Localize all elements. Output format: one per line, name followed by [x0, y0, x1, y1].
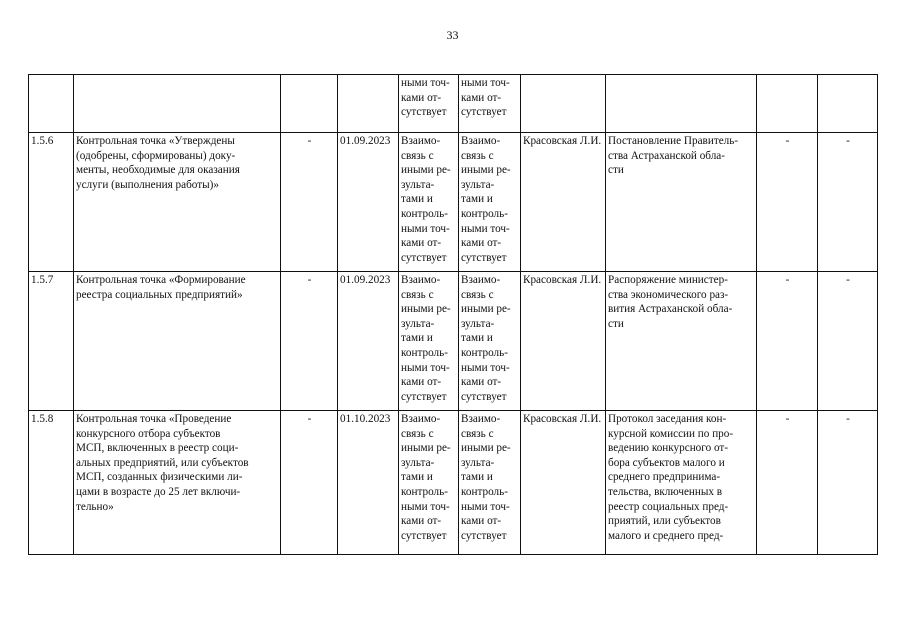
- cell-line: Контрольная точка «Проведение: [76, 413, 232, 425]
- cell-line: ными точ-: [401, 500, 450, 513]
- cell-line: контроль-: [401, 485, 448, 498]
- relation-cell: [399, 411, 459, 555]
- document-type-cell: [606, 272, 757, 411]
- cell-line: ками от-: [401, 376, 442, 389]
- table-row: [29, 272, 878, 411]
- cell-line: ными точ-: [401, 222, 450, 235]
- cell-line: среднего предпринима-: [608, 471, 721, 484]
- cell-line: тами и: [401, 471, 433, 484]
- document-type-cell: [606, 75, 757, 133]
- cell-line: бора субъектов малого и: [608, 456, 725, 469]
- cell-line: зульта-: [461, 456, 495, 469]
- info-system-cell: -: [757, 133, 818, 272]
- info-system-cell: -: [757, 411, 818, 555]
- cell-line: реестр социальных пред-: [608, 500, 729, 513]
- cell-line: МСП, созданных физическими ли-: [76, 471, 243, 484]
- cell-line: связь с: [461, 427, 494, 440]
- relation-cell: [399, 75, 459, 133]
- cell-line: иными ре-: [461, 303, 511, 316]
- cell-line: Протокол заседания кон-: [608, 413, 727, 425]
- cell-line: иными ре-: [401, 303, 451, 316]
- relation-cell: [459, 75, 521, 133]
- cell-line: тельно»: [76, 500, 114, 513]
- cell-line: связь с: [461, 288, 494, 301]
- cell-line: контроль-: [461, 346, 508, 359]
- cell-line: ками от-: [401, 237, 442, 250]
- relation-cell: [459, 272, 521, 411]
- row-number-cell: [29, 75, 74, 133]
- cell-line: ными точ-: [401, 77, 450, 89]
- cell-line: Взаимо-: [461, 274, 501, 286]
- control-point-name-cell: [74, 133, 281, 272]
- cell-line: конкурсного отбора субъектов: [76, 427, 221, 440]
- row-number-cell: 1.5.6: [29, 133, 74, 272]
- cell-line: вития Астраханской обла-: [608, 303, 733, 316]
- cell-line: менты, необходимые для оказания: [76, 164, 240, 177]
- deadline-date-cell: 01.10.2023: [338, 411, 399, 555]
- notes-cell: -: [818, 133, 878, 272]
- cell-line: сутствует: [461, 106, 507, 119]
- cell-line: тами и: [461, 193, 493, 206]
- table-row: [29, 411, 878, 555]
- base-value-cell: -: [281, 133, 338, 272]
- cell-line: сутствует: [401, 390, 447, 403]
- cell-line: ства Астраханской обла-: [608, 149, 725, 162]
- cell-line: зульта-: [401, 317, 435, 330]
- cell-line: связь с: [461, 149, 494, 162]
- cell-line: тами и: [461, 332, 493, 345]
- cell-line: связь с: [401, 427, 434, 440]
- cell-line: зульта-: [401, 456, 435, 469]
- cell-line: зульта-: [461, 317, 495, 330]
- cell-line: Взаимо-: [401, 274, 441, 286]
- page-number: 33: [446, 28, 459, 42]
- info-system-cell: [757, 75, 818, 133]
- cell-line: сутствует: [401, 251, 447, 264]
- row-number-cell: 1.5.7: [29, 272, 74, 411]
- cell-line: тами и: [401, 332, 433, 345]
- cell-line: ками от-: [461, 376, 502, 389]
- control-point-name-cell: [74, 75, 281, 133]
- notes-cell: [818, 75, 878, 133]
- cell-line: сутствует: [461, 251, 507, 264]
- cell-line: Взаимо-: [401, 413, 441, 425]
- deadline-date-cell: 01.09.2023: [338, 133, 399, 272]
- cell-line: контроль-: [461, 207, 508, 220]
- relation-cell: [399, 272, 459, 411]
- info-system-cell: -: [757, 272, 818, 411]
- control-point-name-cell: [74, 411, 281, 555]
- cell-line: цами в возрасте до 25 лет включи-: [76, 485, 241, 498]
- notes-cell: -: [818, 272, 878, 411]
- cell-line: ными точ-: [461, 222, 510, 235]
- deadline-date-cell: [338, 75, 399, 133]
- cell-line: иными ре-: [401, 164, 451, 177]
- cell-line: зульта-: [461, 178, 495, 191]
- relation-cell: [459, 133, 521, 272]
- base-value-cell: [281, 75, 338, 133]
- cell-line: малого и среднего пред-: [608, 529, 724, 542]
- cell-line: курсной комиссии по про-: [608, 427, 734, 440]
- cell-line: контроль-: [461, 485, 508, 498]
- row-number-cell: 1.5.8: [29, 411, 74, 555]
- cell-line: услуги (выполнения работы)»: [76, 178, 219, 191]
- cell-line: ными точ-: [401, 361, 450, 374]
- cell-line: связь с: [401, 288, 434, 301]
- document-type-cell: [606, 411, 757, 555]
- table-row: [29, 133, 878, 272]
- cell-line: сти: [608, 164, 624, 177]
- cell-line: ными точ-: [461, 361, 510, 374]
- table-body: [29, 75, 878, 555]
- relation-cell: [399, 133, 459, 272]
- cell-line: ными точ-: [461, 500, 510, 513]
- cell-line: Распоряжение министер-: [608, 274, 728, 286]
- cell-line: ками от-: [461, 515, 502, 528]
- control-points-table: [28, 74, 878, 555]
- cell-line: реестра социальных предприятий»: [76, 288, 243, 301]
- cell-line: тами и: [401, 193, 433, 206]
- document-type-cell: [606, 133, 757, 272]
- table-row: [29, 75, 878, 133]
- cell-line: сутствует: [401, 529, 447, 542]
- cell-line: Контрольная точка «Утверждены: [76, 135, 235, 147]
- cell-line: связь с: [401, 149, 434, 162]
- cell-line: зульта-: [401, 178, 435, 191]
- responsible-person-cell: [521, 75, 606, 133]
- cell-line: иными ре-: [401, 442, 451, 455]
- cell-line: иными ре-: [461, 164, 511, 177]
- cell-line: Взаимо-: [461, 413, 501, 425]
- cell-line: иными ре-: [461, 442, 511, 455]
- cell-line: тами и: [461, 471, 493, 484]
- cell-line: ведению конкурсного от-: [608, 442, 729, 455]
- cell-line: ками от-: [401, 91, 442, 104]
- cell-line: тельства, включенных в: [608, 485, 723, 498]
- cell-line: МСП, включенных в реестр соци-: [76, 442, 239, 455]
- notes-cell: -: [818, 411, 878, 555]
- cell-line: ками от-: [461, 91, 502, 104]
- cell-line: сутствует: [461, 390, 507, 403]
- cell-line: ства экономического раз-: [608, 288, 729, 301]
- cell-line: ками от-: [461, 237, 502, 250]
- deadline-date-cell: 01.09.2023: [338, 272, 399, 411]
- responsible-person-cell: Красовская Л.И.: [521, 272, 606, 411]
- cell-line: альных предприятий, или субъектов: [76, 456, 249, 469]
- cell-line: Взаимо-: [461, 135, 501, 147]
- cell-line: Контрольная точка «Формирование: [76, 274, 246, 286]
- control-point-name-cell: [74, 272, 281, 411]
- cell-line: контроль-: [401, 346, 448, 359]
- cell-line: сутствует: [461, 529, 507, 542]
- cell-line: сутствует: [401, 106, 447, 119]
- responsible-person-cell: Красовская Л.И.: [521, 411, 606, 555]
- relation-cell: [459, 411, 521, 555]
- cell-line: приятий, или субъектов: [608, 515, 721, 528]
- cell-line: Постановление Правитель-: [608, 135, 739, 147]
- cell-line: контроль-: [401, 207, 448, 220]
- cell-line: сти: [608, 317, 624, 330]
- cell-line: (одобрены, сформированы) доку-: [76, 149, 236, 162]
- cell-line: Взаимо-: [401, 135, 441, 147]
- responsible-person-cell: Красовская Л.И.: [521, 133, 606, 272]
- cell-line: ными точ-: [461, 77, 510, 89]
- base-value-cell: -: [281, 411, 338, 555]
- base-value-cell: -: [281, 272, 338, 411]
- cell-line: ками от-: [401, 515, 442, 528]
